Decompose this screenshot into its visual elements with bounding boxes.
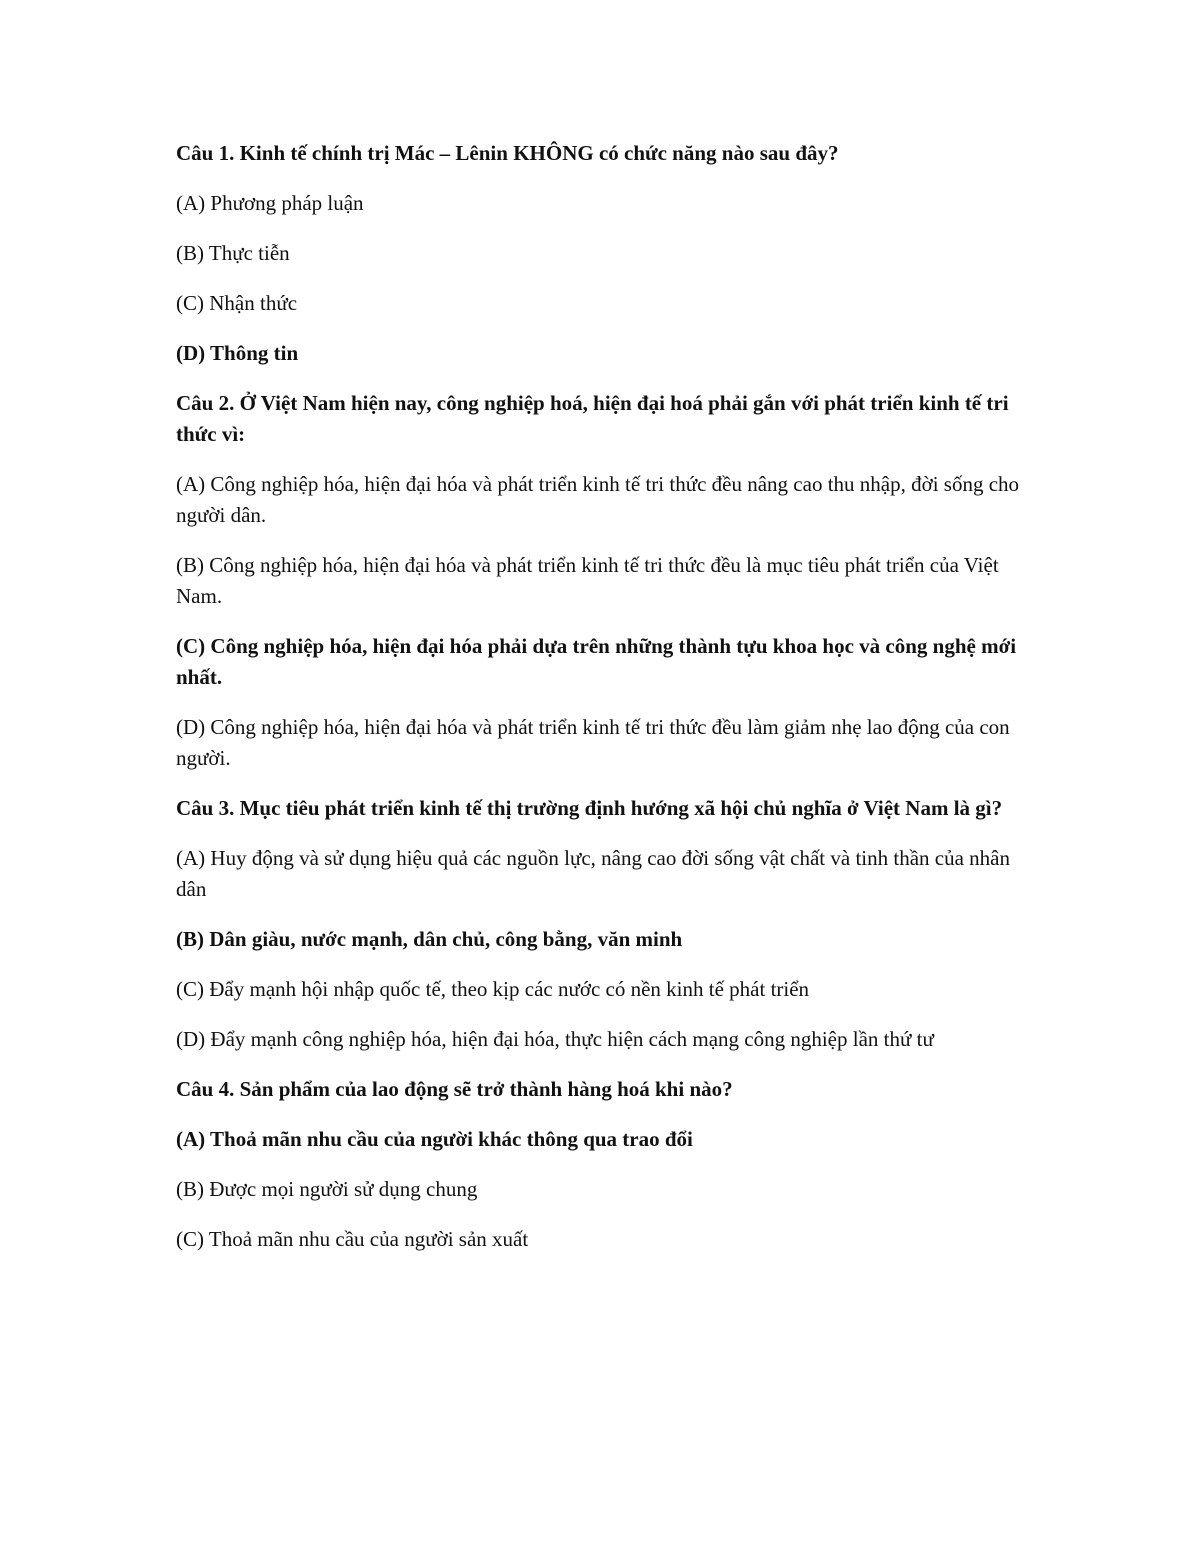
answer-option: (A) Công nghiệp hóa, hiện đại hóa và phát triển kinh tế tri thức đều nâng cao thu nhập, đời sống cho người dân. — [176, 472, 1020, 527]
answer-option: (A) Huy động và sử dụng hiệu quả các nguồn lực, nâng cao đời sống vật chất và tinh thần của nhân dân — [176, 846, 1010, 901]
answer-option: (C) Thoả mãn nhu cầu của người sản xuất — [176, 1227, 529, 1251]
question-title: Câu 3. Mục tiêu phát triển kinh tế thị trường định hướng xã hội chủ nghĩa ở Việt Nam là gì? — [176, 796, 1003, 820]
question-title: Câu 2. Ở Việt Nam hiện nay, công nghiệp hoá, hiện đại hoá phải gắn với phát triển kinh tế tri thức vì: — [176, 391, 1009, 446]
question-title: Câu 1. Kinh tế chính trị Mác – Lênin KHÔNG có chức năng nào sau đây? — [176, 141, 839, 165]
document-content — [176, 138, 1036, 1274]
answer-option: (C) Đẩy mạnh hội nhập quốc tế, theo kịp các nước có nền kinh tế phát triển — [176, 977, 810, 1001]
correct-answer-option: (C) Công nghiệp hóa, hiện đại hóa phải dựa trên những thành tựu khoa học và công nghệ mới nhất. — [176, 634, 1017, 689]
question-title: Câu 4. Sản phẩm của lao động sẽ trở thành hàng hoá khi nào? — [176, 1077, 733, 1101]
correct-answer-option: (B) Dân giàu, nước mạnh, dân chủ, công bằng, văn minh — [176, 927, 683, 951]
answer-option: (B) Được mọi người sử dụng chung — [176, 1177, 478, 1201]
answer-option: (C) Nhận thức — [176, 291, 298, 315]
correct-answer-option: (A) Thoả mãn nhu cầu của người khác thông qua trao đổi — [176, 1127, 693, 1151]
answer-option: (D) Đẩy mạnh công nghiệp hóa, hiện đại hóa, thực hiện cách mạng công nghiệp lần thứ tư — [176, 1027, 934, 1051]
answer-option: (D) Công nghiệp hóa, hiện đại hóa và phát triển kinh tế tri thức đều làm giảm nhẹ lao động của con người. — [176, 715, 1010, 770]
correct-answer-option: (D) Thông tin — [176, 341, 299, 365]
answer-option: (A) Phương pháp luận — [176, 191, 364, 215]
answer-option: (B) Công nghiệp hóa, hiện đại hóa và phát triển kinh tế tri thức đều là mục tiêu phát triển của Việt Nam. — [176, 553, 999, 608]
answer-option: (B) Thực tiễn — [176, 241, 290, 265]
